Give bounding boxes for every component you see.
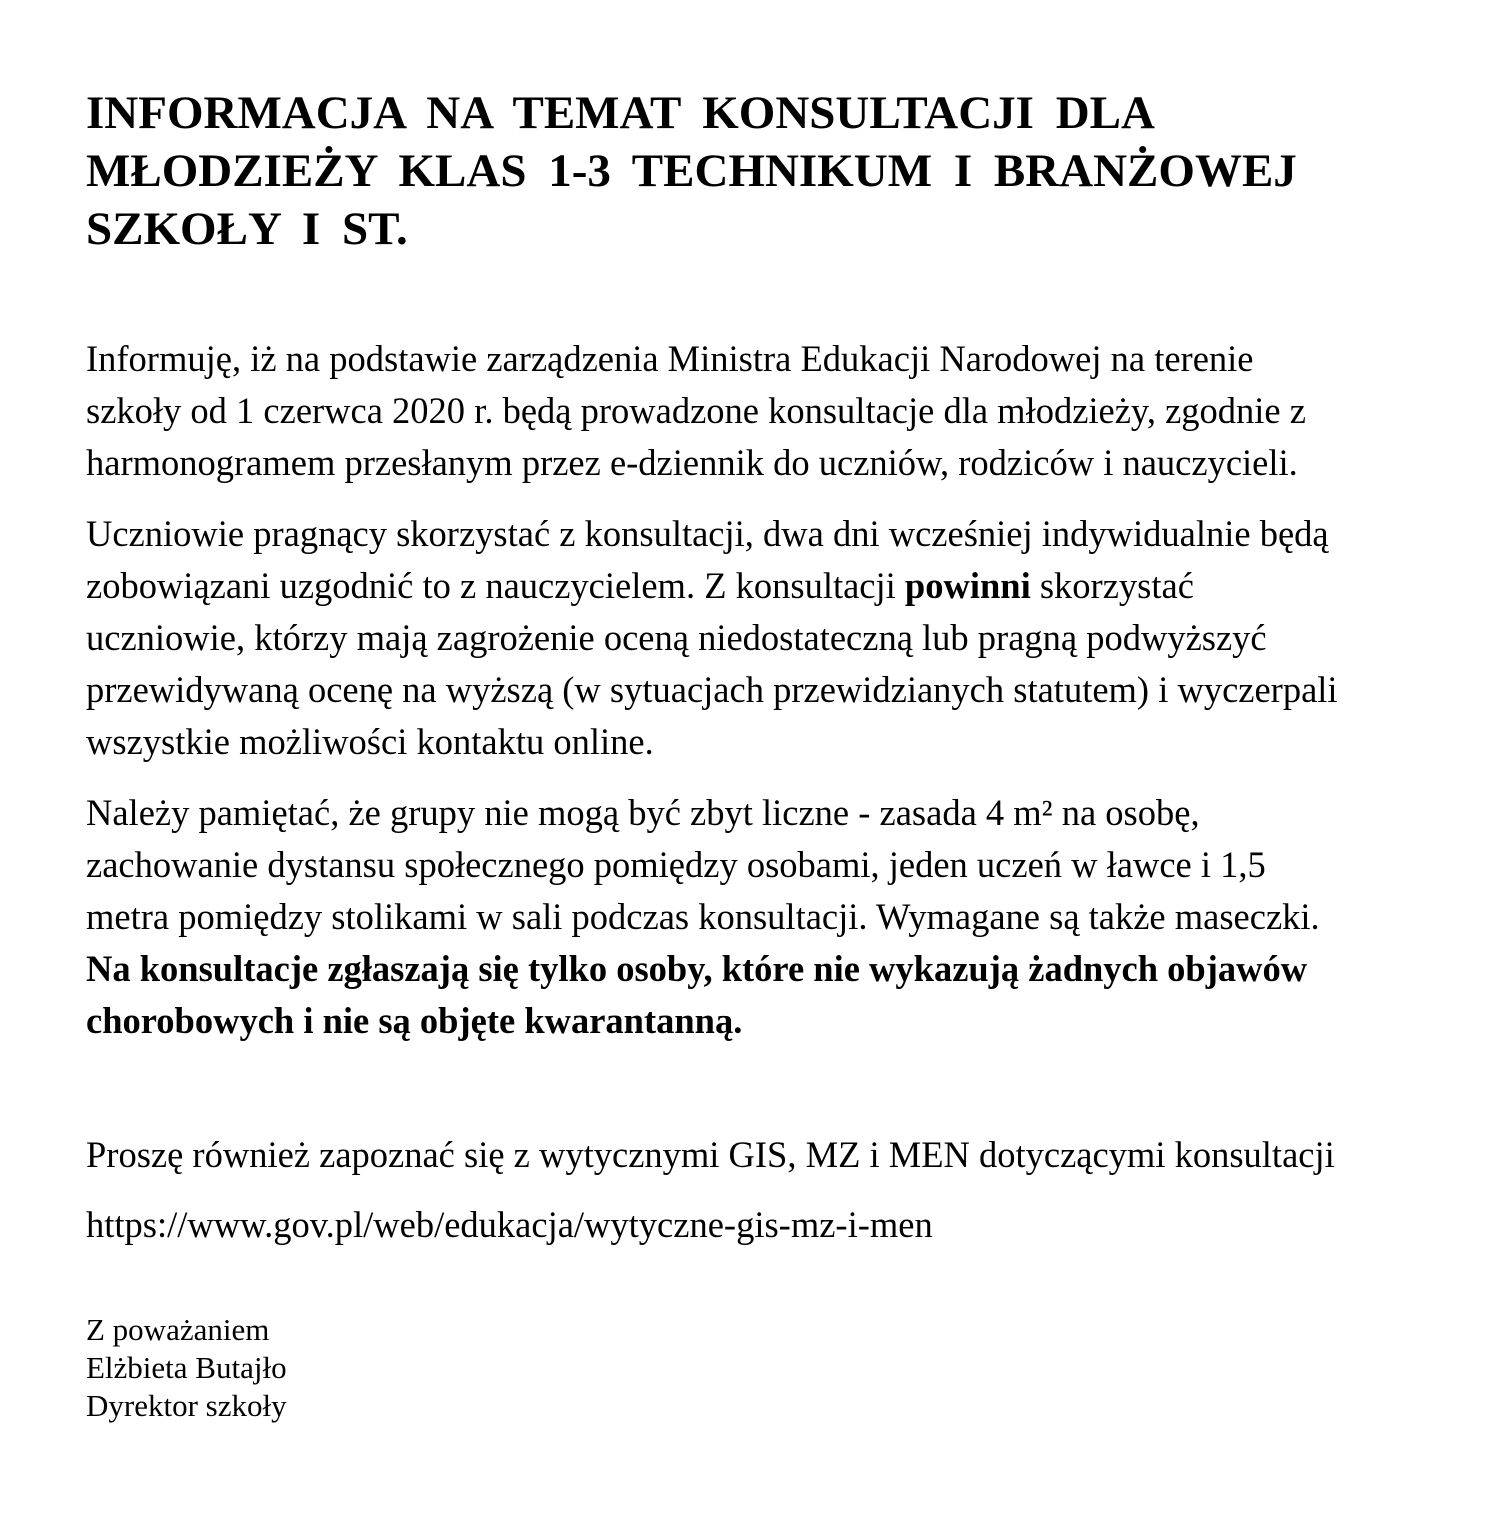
paragraph3-warning-line-1: Na konsultacje zgłaszają się tylko osoby, które nie wykazują żadnych objawów [86, 948, 1308, 989]
paragraph3-warning-line-2: chorobowych i nie są objęte kwarantanną. [86, 1000, 743, 1041]
paragraph2-line-5: wszystkie możliwości kontaktu online. [86, 721, 654, 762]
paragraph2-line-3: uczniowie, którzy mają zagrożenie oceną niedostateczną lub pragną podwyższyć [86, 617, 1267, 658]
guidelines-link[interactable]: https://www.gov.pl/web/edukacja/wytyczne-gis-mz-i-men [86, 1204, 933, 1245]
paragraph2-line-2 [86, 565, 1194, 606]
paragraph2-line-4: przewidywaną ocenę na wyższą (w sytuacjach przewidzianych statutem) i wyczerpali [86, 669, 1338, 710]
signature-name: Elżbieta Butajło [86, 1350, 287, 1385]
signature-role: Dyrektor szkoły [86, 1388, 287, 1423]
title-line-2: MŁODZIEŻY KLAS 1-3 TECHNIKUM I BRANŻOWEJ [86, 145, 1297, 197]
paragraph1-line-3: harmonogramem przesłanym przez e-dziennik do uczniów, rodziców i nauczycieli. [86, 442, 1298, 483]
paragraph2-line-2-end: skorzystać [1030, 565, 1194, 606]
paragraph2-line-2-start: zobowiązani uzgodnić to z nauczycielem. Z konsultacji [86, 565, 905, 606]
paragraph2-line-1: Uczniowie pragnący skorzystać z konsultacji, dwa dni wcześniej indywidualnie będą [86, 513, 1329, 554]
paragraph3-line-2: zachowanie dystansu społecznego pomiędzy osobami, jeden uczeń w ławce i 1,5 [86, 844, 1266, 885]
guidelines-text: Proszę również zapoznać się z wytycznymi GIS, MZ i MEN dotyczącymi konsultacji [86, 1134, 1335, 1175]
title-line-3: SZKOŁY I ST. [86, 203, 408, 255]
paragraph1-line-1: Informuję, iż na podstawie zarządzenia Ministra Edukacji Narodowej na terenie [86, 338, 1254, 379]
paragraph3-line-1: Należy pamiętać, że grupy nie mogą być zbyt liczne - zasada 4 m² na osobę, [86, 792, 1200, 833]
paragraph1-line-2: szkoły od 1 czerwca 2020 r. będą prowadzone konsultacje dla młodzieży, zgodnie z [86, 390, 1306, 431]
emphasis-powinni: powinni [904, 565, 1031, 606]
paragraph3-line-3: metra pomiędzy stolikami w sali podczas konsultacji. Wymagane są także maseczki. [86, 896, 1320, 937]
signature-closing: Z poważaniem [86, 1312, 270, 1347]
title-line-1: INFORMACJA NA TEMAT KONSULTACJI DLA [86, 87, 1155, 139]
